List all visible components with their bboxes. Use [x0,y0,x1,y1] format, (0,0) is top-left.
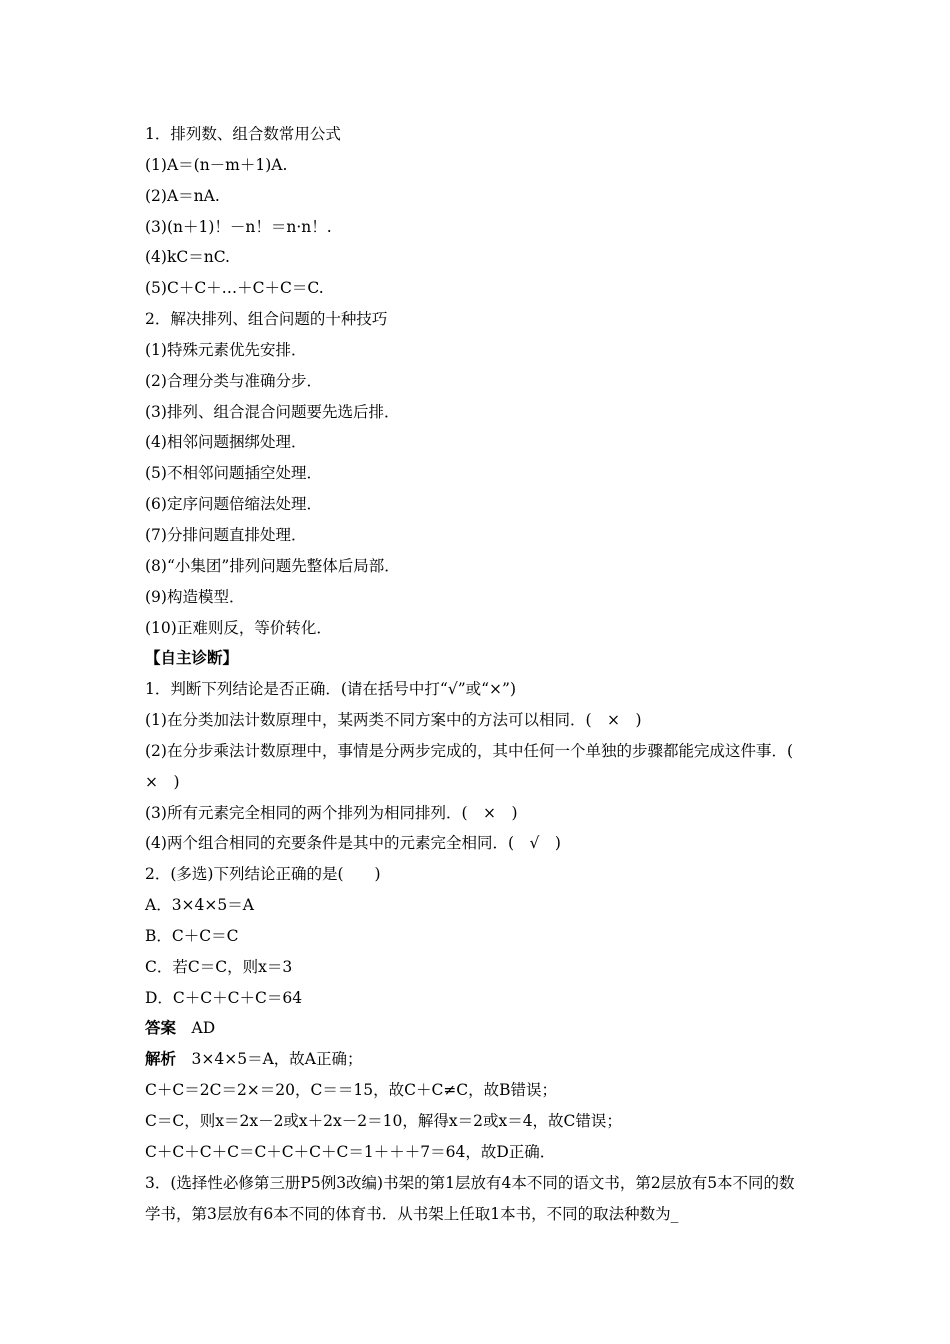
skill-1: (1)特殊元素优先安排． [145,340,307,359]
answer-label: 答案 [145,1019,177,1038]
skill-5: (5)不相邻问题插空处理． [145,464,322,483]
skill-6: (6)定序问题倍缩法处理． [145,495,322,514]
skill-8: (8)“小集团”排列问题先整体后局部． [145,556,400,575]
q2-title: 2．(多选)下列结论正确的是( ) [145,865,381,884]
skill-3: (3)排列、组合混合问题要先选后排． [145,402,400,421]
q2-option-d: D．C＋C＋C＋C＝64 [145,988,303,1007]
skill-10: (10)正难则反，等价转化． [145,618,332,637]
skill-4: (4)相邻问题捆绑处理． [145,433,307,452]
skills-title: 2．解决排列、组合问题的十种技巧 [145,310,388,329]
answer-value: AD [191,1019,216,1038]
skill-7: (7)分排问题直排处理． [145,525,307,544]
q1-item-3: (3)所有元素完全相同的两个排列为相同排列．( × ) [145,803,518,822]
analysis-line-3: C＝C，则x＝2x－2或x＋2x－2＝10，解得x＝2或x＝4，故C错误； [145,1112,622,1130]
q1-title: 1．判断下列结论是否正确．(请在括号中打“√”或“×”) [145,680,517,699]
formula-5: (5)C＋C＋…＋C＋C＝C. [145,279,324,298]
formula-3: (3)(n＋1)！－n！＝n·n！. [145,217,332,236]
q1-item-2: (2)在分步乘法计数原理中，事情是分两步完成的，其中任何一个单独的步骤都能完成这件事．( × ) [145,741,809,791]
analysis-line-1 [145,1044,810,1075]
analysis-line-4: C＋C＋C＋C＝C＋C＋C＋C＝1＋＋＋7＝64，故D正确． [145,1142,556,1161]
q2-option-b: B．C＋C＝C [145,926,239,945]
formula-1: (1)A＝(n－m＋1)A. [145,155,288,174]
q2-option-c: C．若C＝C，则x＝3 [145,957,293,976]
answer-line [145,1013,810,1044]
q2-option-a: A．3×4×5＝A [145,896,254,915]
formula-4: (4)kC＝nC. [145,248,230,267]
analysis-text-1: 3×4×5＝A，故A正确； [191,1050,363,1069]
q3-text: 3．(选择性必修第三册P5例3改编)书架的第1层放有4本不同的语文书，第2层放有5本不同的数学书，第3层放有6本不同的体育书．从书架上任取1本书，不同的取法种数为_ [145,1173,795,1223]
document-body [145,119,810,1229]
skill-2: (2)合理分类与准确分步． [145,371,322,390]
formula-2: (2)A＝nA. [145,186,220,205]
skill-9: (9)构造模型． [145,587,245,606]
self-diagnosis-heading: 【自主诊断】 [145,649,239,668]
analysis-line-2: C＋C＝2C＝2×＝20，C＝＝15，故C＋C≠C，故B错误； [145,1081,558,1100]
q1-item-4: (4)两个组合相同的充要条件是其中的元素完全相同．( √ ) [145,834,561,853]
q1-item-1: (1)在分类加法计数原理中，某两类不同方案中的方法可以相同．( × ) [145,711,642,730]
formulas-title: 1．排列数、组合数常用公式 [145,125,341,143]
analysis-label: 解析 [145,1050,177,1069]
